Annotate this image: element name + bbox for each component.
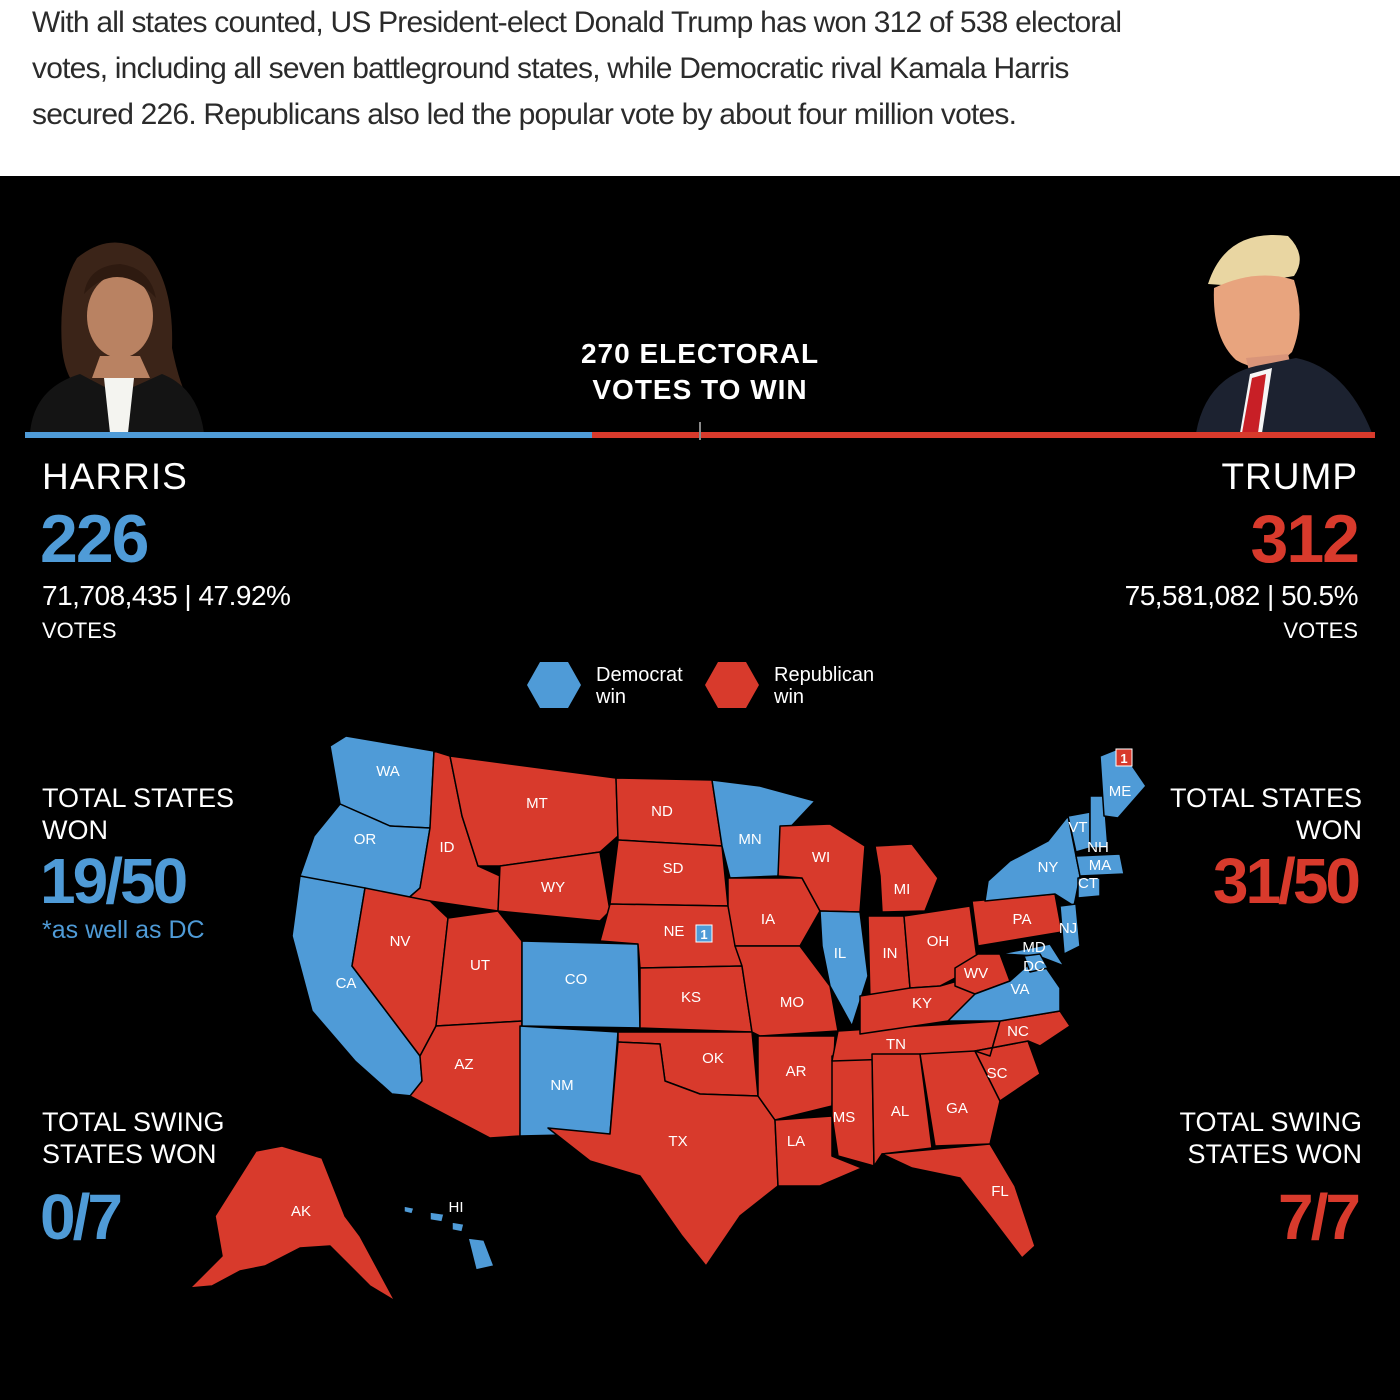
state-label-in: IN	[882, 945, 898, 962]
state-label-wa: WA	[376, 763, 400, 780]
state-label-mo: MO	[779, 994, 805, 1011]
state-label-ar: AR	[785, 1063, 807, 1080]
intro-line-2: votes, including all seven battleground states, while Democratic rival Kamala Harris	[32, 52, 1069, 85]
state-label-ak: AK	[290, 1203, 312, 1220]
legend-republican-line-2: win	[774, 686, 805, 708]
state-label-sc: SC	[986, 1065, 1008, 1082]
state-label-ks: KS	[680, 989, 702, 1006]
state-label-dc: DC	[1023, 958, 1045, 975]
harris-states-label-line-1: TOTAL STATES	[42, 783, 235, 813]
trump-name: TRUMP	[1221, 456, 1358, 497]
harris-swing-label-line-2: STATES WON	[42, 1139, 217, 1169]
state-label-il: IL	[833, 945, 847, 962]
harris-dc-note: *as well as DC	[42, 916, 205, 944]
state-ny	[985, 816, 1080, 906]
state-label-mt: MT	[526, 795, 548, 812]
intro-line-3: secured 226. Republicans also led the popular vote by about four million votes.	[32, 98, 1017, 131]
trump-states-won: 31/50	[1212, 845, 1358, 917]
state-label-ms: MS	[832, 1109, 856, 1126]
trump-swing-label-line-2: STATES WON	[1187, 1139, 1362, 1169]
results-panel	[0, 176, 1400, 1400]
state-label-oh: OH	[926, 933, 950, 950]
trump-states-label-line-2: WON	[1296, 815, 1362, 845]
harris-popular-vote: 71,708,435 | 47.92%	[42, 580, 291, 611]
state-label-tx: TX	[668, 1133, 688, 1150]
district-badge-label-ne: 1	[700, 927, 708, 942]
state-label-mn: MN	[738, 831, 762, 848]
state-label-ga: GA	[946, 1100, 968, 1117]
legend-democrat-line-2: win	[596, 686, 627, 708]
state-label-tn: TN	[886, 1036, 906, 1053]
harris-name: HARRIS	[42, 456, 188, 497]
state-label-nm: NM	[550, 1077, 574, 1094]
trump-votes-label: VOTES	[1283, 618, 1358, 643]
trump-swing-won: 7/7	[1278, 1181, 1358, 1253]
harris-swing-label-line-1: TOTAL SWING	[42, 1107, 225, 1137]
harris-electoral-votes: 226	[40, 501, 148, 577]
state-label-md: MD	[1022, 939, 1046, 956]
harris-states-label-line-2: WON	[42, 815, 108, 845]
win-threshold-line-1: 270 ELECTORAL	[580, 338, 820, 369]
state-mi	[875, 844, 938, 912]
state-label-az: AZ	[454, 1056, 474, 1073]
state-mo	[735, 946, 838, 1036]
state-label-mi: MI	[893, 881, 911, 898]
state-label-wy: WY	[540, 879, 566, 896]
state-label-nv: NV	[389, 933, 411, 950]
state-label-nh: NH	[1087, 839, 1109, 856]
state-label-or: OR	[353, 831, 377, 848]
state-label-vt: VT	[1068, 819, 1088, 836]
state-label-hi: HI	[448, 1199, 464, 1216]
trump-swing-label-line-1: TOTAL SWING	[1179, 1107, 1362, 1137]
state-label-va: VA	[1010, 981, 1030, 998]
state-label-ma: MA	[1088, 857, 1112, 874]
state-label-ia: IA	[760, 911, 776, 928]
state-label-ne: NE	[663, 923, 685, 940]
state-label-fl: FL	[991, 1183, 1009, 1200]
state-label-sd: SD	[662, 860, 684, 877]
state-label-ny: NY	[1037, 859, 1059, 876]
harris-votes-label: VOTES	[42, 618, 117, 643]
state-label-id: ID	[439, 839, 455, 856]
state-label-la: LA	[786, 1133, 806, 1150]
us-electoral-map	[0, 176, 1400, 1400]
state-label-ok: OK	[702, 1050, 724, 1067]
state-label-pa: PA	[1012, 911, 1032, 928]
state-fl	[882, 1144, 1035, 1258]
state-label-nd: ND	[651, 803, 673, 820]
state-label-ut: UT	[470, 957, 490, 974]
state-label-al: AL	[890, 1103, 910, 1120]
win-threshold-line-2: VOTES TO WIN	[592, 374, 808, 405]
harris-states-won: 19/50	[40, 845, 186, 917]
trump-states-label-line-1: TOTAL STATES	[1169, 783, 1362, 813]
state-label-ct: CT	[1078, 875, 1098, 892]
state-ak	[190, 1146, 395, 1301]
intro-line-1: With all states counted, US President-elect Donald Trump has won 312 of 538 electoral	[32, 6, 1122, 39]
legend-republican-line-1: Republican	[774, 664, 875, 686]
state-label-ca: CA	[335, 975, 357, 992]
state-label-ky: KY	[911, 995, 933, 1012]
state-label-me: ME	[1108, 783, 1132, 800]
state-label-wv: WV	[963, 965, 989, 982]
legend-democrat-line-1: Democrat	[596, 664, 683, 686]
state-label-co: CO	[564, 971, 588, 988]
harris-swing-won: 0/7	[40, 1181, 120, 1253]
intro-text	[32, 0, 1372, 138]
state-label-nc: NC	[1007, 1023, 1029, 1040]
state-label-wi: WI	[811, 849, 831, 866]
state-label-nj: NJ	[1058, 920, 1078, 937]
trump-popular-vote: 75,581,082 | 50.5%	[1124, 580, 1358, 611]
trump-electoral-votes: 312	[1250, 501, 1358, 577]
district-badge-label-me: 1	[1120, 751, 1128, 766]
